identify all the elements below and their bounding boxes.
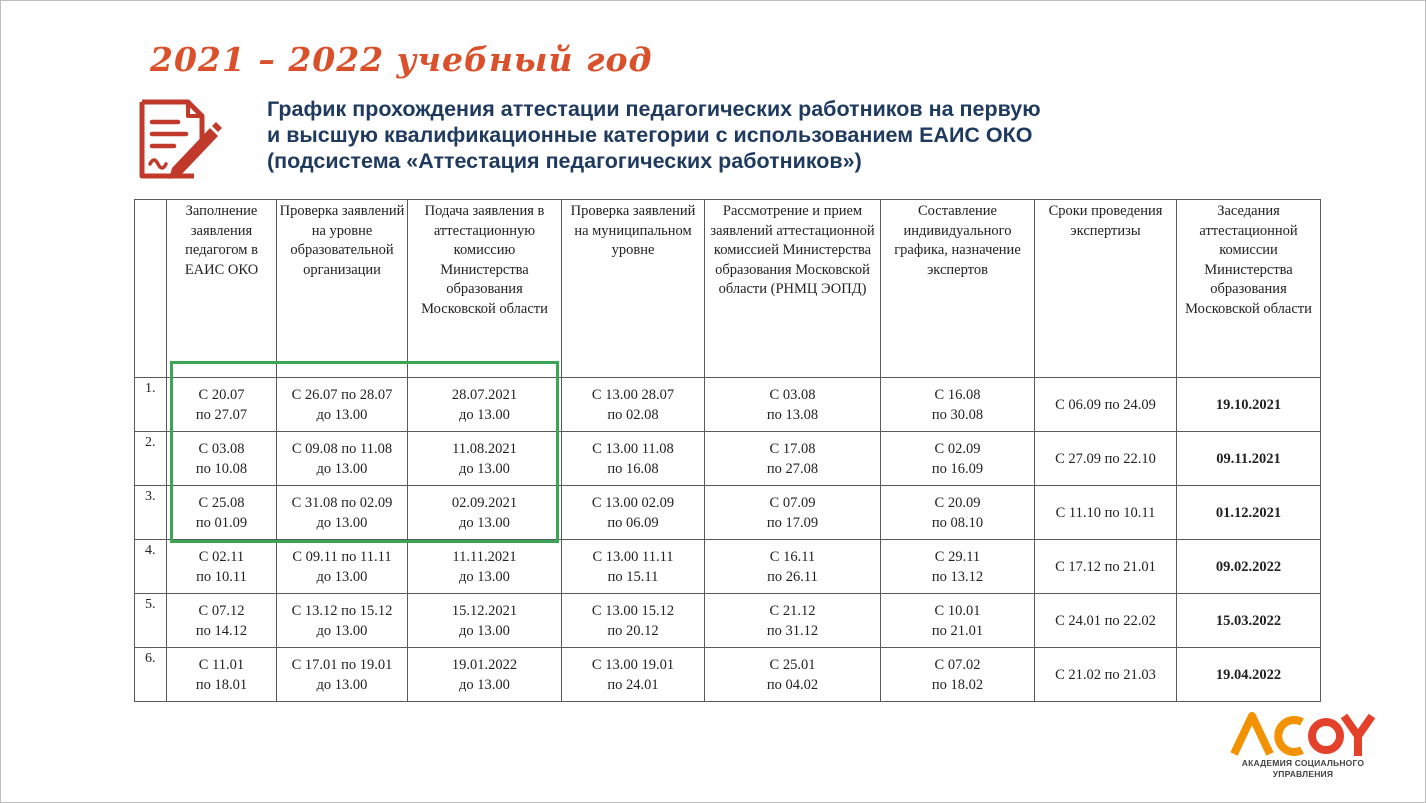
cell-line: С 13.00 15.12 <box>591 602 675 619</box>
cell-line: до 13.00 <box>316 676 368 693</box>
cell-line: С 17.01 по 19.01 <box>291 656 393 673</box>
cell-line: по 20.12 <box>607 622 659 639</box>
cell-line: до 13.00 <box>459 676 510 693</box>
heading-line-2: и высшую квалификационные категории с использованием ЕАИС ОКО <box>267 123 1033 147</box>
cell-line: С 13.00 28.07 <box>591 386 675 403</box>
asou-logo-mark <box>1230 712 1376 758</box>
header-col-2: Проверка заявлений на уровне образовательной организации <box>277 200 408 378</box>
cell-line: С 13.00 19.01 <box>591 656 675 673</box>
cell-col-5 <box>705 378 881 432</box>
cell-col-5 <box>705 486 881 540</box>
header-col-5: Рассмотрение и прием заявлений аттестационной комиссией Министерства образования Московской области (РНМЦ ЭОПД) <box>705 200 881 378</box>
header-col-3: Подача заявления в аттестационную комиссию Министерства образования Московской области <box>408 200 562 378</box>
cell-line: С 07.02 <box>934 656 981 673</box>
cell-line: 11.08.2021 <box>452 440 517 457</box>
cell-line: С 21.12 <box>769 602 816 619</box>
cell-col-1 <box>167 432 277 486</box>
table-row <box>135 378 1321 432</box>
cell-col-7: С 21.02 по 21.03 <box>1035 648 1177 702</box>
header-col-6: Составление индивидуального графика, назначение экспертов <box>881 200 1035 378</box>
cell-line: С 25.08 <box>198 494 245 511</box>
cell-col-8: 15.03.2022 <box>1177 594 1321 648</box>
row-number: 3. <box>135 486 167 540</box>
cell-col-5 <box>705 648 881 702</box>
cell-col-4 <box>562 378 705 432</box>
cell-line: по 16.09 <box>931 460 984 477</box>
cell-line: по 04.02 <box>766 676 819 693</box>
header-col-7: Сроки проведения экспертизы <box>1035 200 1177 378</box>
cell-line: С 10.01 <box>934 602 981 619</box>
cell-line: С 29.11 <box>934 548 981 565</box>
cell-line: С 25.01 <box>769 656 816 673</box>
cell-line: по 10.08 <box>195 460 248 477</box>
cell-col-7: С 17.12 по 21.01 <box>1035 540 1177 594</box>
cell-line: до 13.00 <box>316 406 368 423</box>
row-number: 2. <box>135 432 167 486</box>
cell-col-7: С 24.01 по 22.02 <box>1035 594 1177 648</box>
cell-col-4 <box>562 648 705 702</box>
cell-col-2 <box>277 540 408 594</box>
cell-col-5 <box>705 594 881 648</box>
row-number: 6. <box>135 648 167 702</box>
cell-line: по 13.12 <box>931 568 984 585</box>
logo-caption-line-1: АКАДЕМИЯ СОЦИАЛЬНОГО <box>1241 758 1365 768</box>
cell-col-7: С 06.09 по 24.09 <box>1035 378 1177 432</box>
cell-line: С 20.09 <box>934 494 981 511</box>
cell-line: по 27.08 <box>766 460 819 477</box>
document-pen-icon <box>136 98 222 182</box>
cell-line: 28.07.2021 <box>451 386 518 403</box>
cell-col-1 <box>167 594 277 648</box>
cell-line: до 13.00 <box>459 460 510 477</box>
cell-col-3 <box>408 648 562 702</box>
cell-col-3 <box>408 378 562 432</box>
cell-line: по 21.01 <box>931 622 984 639</box>
cell-col-1 <box>167 540 277 594</box>
logo-caption-line-2: УПРАВЛЕНИЯ <box>1272 769 1334 779</box>
cell-line: по 02.08 <box>607 406 659 423</box>
cell-col-2 <box>277 486 408 540</box>
cell-col-8: 09.02.2022 <box>1177 540 1321 594</box>
cell-line: по 26.11 <box>767 568 818 585</box>
table-row <box>135 486 1321 540</box>
cell-col-2 <box>277 378 408 432</box>
cell-line: С 09.11 по 11.11 <box>292 548 392 565</box>
table-row <box>135 540 1321 594</box>
cell-line: до 13.00 <box>459 568 510 585</box>
cell-line: С 31.08 по 02.09 <box>291 494 393 511</box>
cell-col-7: С 27.09 по 22.10 <box>1035 432 1177 486</box>
cell-line: С 16.11 <box>769 548 816 565</box>
cell-col-6 <box>881 486 1035 540</box>
cell-line: С 20.07 <box>198 386 245 403</box>
cell-col-3 <box>408 540 562 594</box>
table-header-row <box>135 200 1321 378</box>
cell-line: по 01.09 <box>195 514 248 531</box>
cell-line: до 13.00 <box>459 406 510 423</box>
row-number: 4. <box>135 540 167 594</box>
cell-line: по 13.08 <box>766 406 819 423</box>
cell-col-8: 09.11.2021 <box>1177 432 1321 486</box>
cell-line: до 13.00 <box>316 622 368 639</box>
cell-col-1 <box>167 648 277 702</box>
cell-line: С 13.00 11.11 <box>592 548 674 565</box>
row-number: 1. <box>135 378 167 432</box>
header-col-4: Проверка заявлений на муниципальном уровне <box>562 200 705 378</box>
cell-line: С 09.08 по 11.08 <box>291 440 393 457</box>
cell-line: 19.01.2022 <box>451 656 518 673</box>
cell-line: до 13.00 <box>459 514 510 531</box>
cell-line: С 11.01 <box>198 656 245 673</box>
table-row <box>135 594 1321 648</box>
cell-line: С 13.12 по 15.12 <box>291 602 393 619</box>
cell-col-8: 19.10.2021 <box>1177 378 1321 432</box>
table-row <box>135 648 1321 702</box>
header-col-1: Заполнение заявления педагогом в ЕАИС ОКО <box>167 200 277 378</box>
cell-col-6 <box>881 378 1035 432</box>
cell-line: по 08.10 <box>931 514 984 531</box>
asou-logo <box>1228 712 1378 792</box>
cell-col-4 <box>562 594 705 648</box>
cell-line: до 13.00 <box>316 460 368 477</box>
cell-line: С 03.08 <box>198 440 245 457</box>
cell-line: по 18.02 <box>931 676 984 693</box>
cell-line: С 03.08 <box>769 386 816 403</box>
header-col-8: Заседания аттестационной комиссии Министерства образования Московской области <box>1177 200 1321 378</box>
cell-line: С 16.08 <box>934 386 981 403</box>
cell-line: С 07.09 <box>769 494 816 511</box>
cell-col-7: С 11.10 по 10.11 <box>1035 486 1177 540</box>
cell-col-6 <box>881 432 1035 486</box>
cell-col-1 <box>167 378 277 432</box>
cell-line: по 15.11 <box>607 568 659 585</box>
cell-line: 11.11.2021 <box>452 548 517 565</box>
cell-line: С 07.12 <box>198 602 245 619</box>
cell-line: по 18.01 <box>195 676 248 693</box>
cell-line: С 17.08 <box>769 440 816 457</box>
cell-col-3 <box>408 594 562 648</box>
table-row <box>135 432 1321 486</box>
cell-col-2 <box>277 432 408 486</box>
cell-col-8: 19.04.2022 <box>1177 648 1321 702</box>
cell-line: до 13.00 <box>316 568 368 585</box>
heading-line-3: (подсистема «Аттестация педагогических работников») <box>267 149 862 173</box>
cell-col-2 <box>277 648 408 702</box>
cell-col-3 <box>408 432 562 486</box>
cell-line: С 26.07 по 28.07 <box>291 386 393 403</box>
cell-line: по 10.11 <box>196 568 247 585</box>
cell-line: до 13.00 <box>459 622 510 639</box>
cell-line: С 13.00 02.09 <box>591 494 675 511</box>
cell-col-2 <box>277 594 408 648</box>
cell-col-8: 01.12.2021 <box>1177 486 1321 540</box>
cell-col-3 <box>408 486 562 540</box>
cell-col-5 <box>705 540 881 594</box>
year-title: 2021 – 2022 учебный год <box>150 40 653 79</box>
cell-col-1 <box>167 486 277 540</box>
cell-line: С 13.00 11.08 <box>592 440 674 457</box>
cell-line: 02.09.2021 <box>451 494 518 511</box>
cell-col-6 <box>881 648 1035 702</box>
cell-line: по 31.12 <box>766 622 819 639</box>
cell-col-4 <box>562 486 705 540</box>
cell-col-6 <box>881 540 1035 594</box>
cell-line: по 17.09 <box>766 514 819 531</box>
cell-line: по 14.12 <box>195 622 248 639</box>
cell-line: по 06.09 <box>607 514 659 531</box>
cell-line: С 02.11 <box>198 548 245 565</box>
cell-col-4 <box>562 432 705 486</box>
page-heading <box>267 96 1147 174</box>
cell-col-5 <box>705 432 881 486</box>
cell-line: до 13.00 <box>316 514 368 531</box>
row-number: 5. <box>135 594 167 648</box>
cell-line: по 24.01 <box>607 676 659 693</box>
cell-line: 15.12.2021 <box>451 602 518 619</box>
heading-line-1: График прохождения аттестации педагогических работников на первую <box>267 97 1041 121</box>
cell-line: по 30.08 <box>931 406 984 423</box>
cell-line: по 16.08 <box>607 460 659 477</box>
cell-col-4 <box>562 540 705 594</box>
cell-line: по 27.07 <box>195 406 248 423</box>
attestation-schedule-table <box>134 199 1321 702</box>
cell-col-6 <box>881 594 1035 648</box>
cell-line: С 02.09 <box>934 440 981 457</box>
header-num <box>135 200 167 378</box>
